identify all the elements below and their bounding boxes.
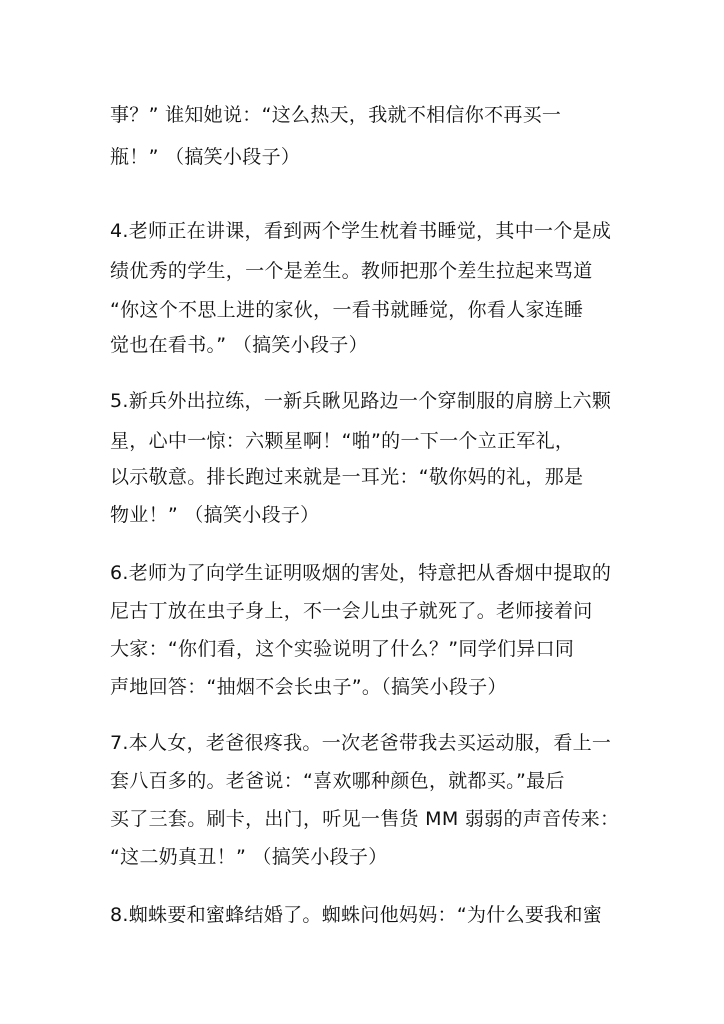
text-line: 物业！” （搞笑小段子） [110, 504, 320, 526]
text-line: 大家：“你们看，这个实验说明了什么？”同学们异口同 [110, 638, 575, 660]
text-line: 事？” 谁知她说：“这么热天，我就不相信你不再买一 [110, 104, 562, 126]
text-line: 瓶！” （搞笑小段子） [110, 146, 301, 168]
text-line: 5.新兵外出拉练，一新兵瞅见路边一个穿制服的肩膀上六颗 [110, 390, 612, 412]
text-line: 7.本人女，老爸很疼我。一次老爸带我去买运动服，看上一 [110, 732, 612, 754]
text-line: 8.蜘蛛要和蜜蜂结婚了。蜘蛛问他妈妈：“为什么要我和蜜 [110, 904, 603, 926]
text-line: 4.老师正在讲课，看到两个学生枕着书睡觉，其中一个是成 [110, 220, 612, 242]
text-line: 声地回答：“抽烟不会长虫子”。（搞笑小段子） [110, 676, 507, 698]
text-line: 觉也在看书。” （搞笑小段子） [110, 334, 368, 356]
text-line: “你这个不思上进的家伙，一看书就睡觉，你看人家连睡 [110, 299, 584, 321]
text-line: “这二奶真丑！” （搞笑小段子） [110, 846, 388, 868]
text-line: 尼古丁放在虫子身上，不一会儿虫子就死了。老师接着问 [110, 600, 593, 622]
text-line: 6.老师为了向学生证明吸烟的害处，特意把从香烟中提取的 [110, 562, 612, 584]
text-line: 星，心中一惊：六颗星啊！“啪”的一下一个立正军礼， [110, 430, 575, 452]
text-line: 以示敬意。排长跑过来就是一耳光：“敬你妈的礼，那是 [110, 466, 584, 488]
text-line: 套八百多的。老爸说：“喜欢哪种颜色，就都买。”最后 [110, 770, 565, 792]
text-line: 买了三套。刷卡，出门，听见一售货 MM 弱弱的声音传来： [110, 808, 620, 830]
text-line: 绩优秀的学生，一个是差生。教师把那个差生拉起来骂道 [110, 260, 593, 282]
